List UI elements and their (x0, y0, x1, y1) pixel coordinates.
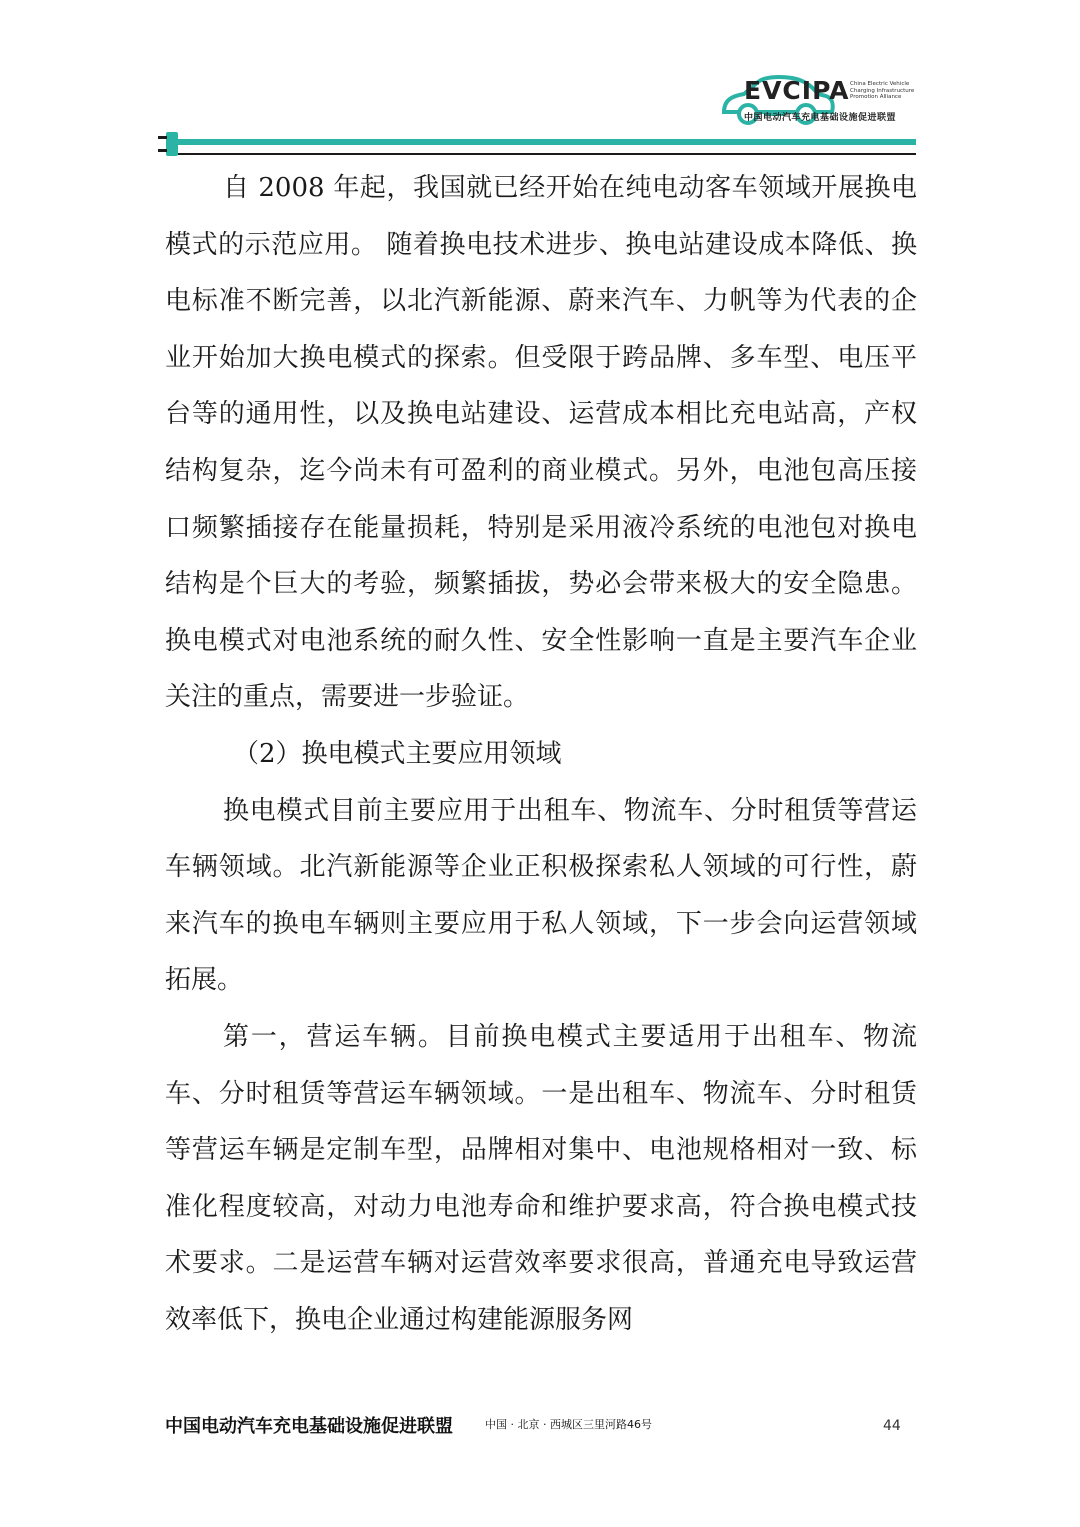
brand-chinese-name: 中国电动汽车充电基础设施促进联盟 (744, 113, 897, 123)
section-subheading: （2）换电模式主要应用领域 (233, 738, 562, 769)
paragraph-1: 自 2008 年起，我国就已经开始在纯电动客车领域开展换电模式的示范应用。 随着换电技术进步、换电站建设成本降低、换电标准不断完善，以北汽新能源、蔚来汽车、力帆等为代表的企业开始加大换电模式的探索。但受限于跨品牌、多车型、电压平台等的通用性，以及换电站建设、运营成本相比充电站高，产权结构复杂，迄今尚未有可盈利的商业模式。另外，电池包高压接口频繁插接存在能量损耗，特别是采用液冷系统的电池包对换电结构是个巨大的考验，频繁插拔，势必会带来极大的安全隐患。换电模式对电池系统的耐久性、安全性影响一直是主要汽车企业关注的重点，需要进一步验证。 (165, 173, 917, 713)
page-footer (165, 1410, 905, 1440)
header-rule (178, 153, 916, 155)
paragraph-3: 第一，营运车辆。目前换电模式主要适用于出租车、物流车、分时租赁等营运车辆领域。一是出租车、物流车、分时租赁等营运车辆是定制车型，品牌相对集中、电池规格相对一致、标准化程度较高，对动力电池寿命和维护要求高，符合换电模式技术要求。二是运营车辆对运营效率要求很高，普通充电导致运营效率低下，换电企业通过构建能源服务网 (165, 1021, 917, 1335)
page-number: 44 (883, 1418, 901, 1434)
footer-organization: 中国电动汽车充电基础设施促进联盟 (165, 1416, 453, 1437)
paragraph-2: 换电模式目前主要应用于出租车、物流车、分时租赁等营运车辆领域。北汽新能源等企业正积极探索私人领域的可行性，蔚来汽车的换电车辆则主要应用于私人领域，下一步会向运营领域拓展。 (165, 795, 917, 996)
page-header (0, 0, 1080, 160)
header-accent-bar (178, 139, 916, 145)
brand-subtitle: China Electric Vehicle Charging Infrastructure Promotion Alliance (850, 81, 915, 100)
brand-logo-text: EVCIPA (744, 76, 850, 105)
footer-address: 中国 · 北京 · 西城区三里河路46号 (485, 1418, 652, 1431)
document-body (165, 160, 917, 1348)
